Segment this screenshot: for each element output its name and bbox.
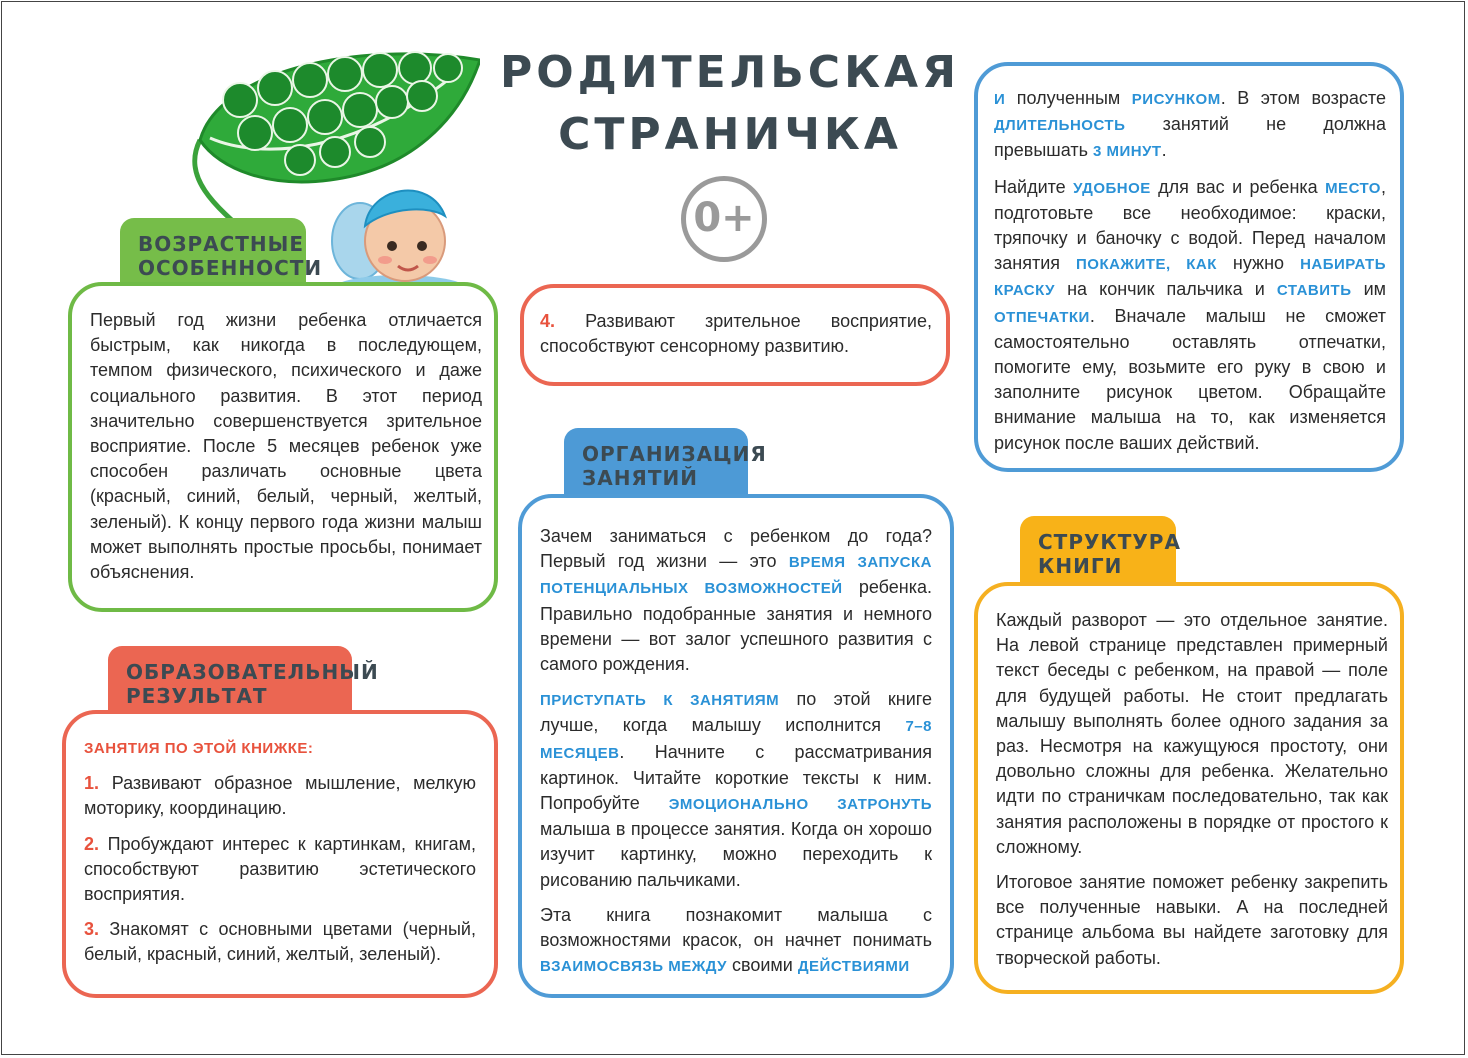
title-line-1: РОДИТЕЛЬСКАЯ: [499, 47, 960, 98]
text-run: ребенка. Правильно подобранные занятия и немного времени — вот залог успешного развития с самого рождения.: [540, 577, 932, 675]
structure-paragraph-1: Каждый разворот — это отдельное занятие. На левой странице представлен примерный текст беседы с ребенком, на правой — поле для будущей работы. Не стоит предлагать малышу выполнять более одного задания за раз. Несмотря на кажущуюся простоту, они довольно сложны для ребенка. Желательно идти по страничкам последовательно, так как занятия расположены в порядке от простого к сложному.: [996, 610, 1388, 857]
organization-text: [540, 524, 932, 989]
highlight: И: [994, 91, 1006, 108]
highlight: ВРЕМЯ ЗАПУСКА ПОТЕНЦИАЛЬНЫХ ВОЗМОЖНОСТЕЙ: [540, 554, 932, 598]
highlight: 7–8 МЕСЯЦЕВ: [540, 718, 932, 762]
result-item-text: Развивают образное мышление, мелкую моторику, координацию.: [84, 773, 476, 819]
tab-line-2: ЗАНЯТИЙ: [582, 466, 698, 490]
text-run: . В этом возрасте: [1220, 88, 1386, 108]
organization-paragraph-3: [540, 903, 932, 980]
highlight: МЕСТО: [1325, 179, 1381, 197]
tab-line-1: ВОЗРАСТНЫЕ: [138, 232, 305, 256]
result-item-text: Пробуждают интерес к картинкам, книгам, способствуют развитию эстетического восприятия.: [84, 833, 476, 905]
tab-book-structure: [1020, 516, 1181, 582]
text-run: полученным: [1005, 88, 1132, 108]
organization-paragraph-1: [540, 524, 932, 677]
text-run: по этой книге лучше, когда малышу исполнится: [540, 689, 932, 736]
highlight: ДЛИТЕЛЬНОСТЬ: [994, 117, 1126, 135]
highlight: ПРИСТУПАТЬ К ЗАНЯТИЯМ: [540, 692, 780, 710]
continuation-paragraph-2: [994, 175, 1386, 456]
result-item-4-text: [540, 309, 932, 359]
highlight: ПОКАЖИТЕ, КАК: [1076, 256, 1217, 274]
continuation-text: [994, 86, 1386, 466]
tab-line-1: СТРУКТУРА: [1038, 530, 1181, 554]
tab-line-1: ОРГАНИЗАЦИЯ: [582, 442, 767, 466]
text-run: Эта книга познакомит малыша с возможностями красок, он начнет понимать: [540, 904, 932, 951]
highlight: ЭМОЦИОНАЛЬНО ЗАТРОНУТЬ: [668, 796, 932, 814]
text-run: Зачем заниматься с ребенком до года? Первый год жизни — это: [540, 526, 932, 572]
age-rating-badge: 0+: [681, 176, 767, 262]
text-run: . Начните с рассматривания картинок. Читайте короткие тексты к ним. Попробуйте: [540, 741, 932, 814]
tab-organization: [564, 428, 767, 494]
text-run: им: [1351, 279, 1386, 300]
highlight: РИСУНКОМ: [1131, 91, 1221, 108]
continuation-paragraph-1: [994, 86, 1386, 165]
educational-result-text: [84, 736, 476, 978]
result-item-num: 1.: [84, 773, 100, 794]
text-run: малыша в процессе занятия. Когда он хорошо изучит картинку, можно переходить к рисованию пальчиками.: [540, 819, 932, 890]
text-run: занятий не должна превышать: [994, 114, 1386, 161]
text-run: для вас и ребенка: [1150, 176, 1326, 197]
highlight: СТАВИТЬ: [1276, 282, 1352, 300]
highlight: ВЗАИМОСВЯЗЬ МЕЖДУ: [540, 958, 727, 976]
structure-paragraph-2: Итоговое занятие поможет ребенку закрепить все полученные навыки. А на последней странице альбома вы найдете заготовку для творческой работы.: [996, 872, 1388, 968]
result-subheading: ЗАНЯТИЯ ПО ЭТОЙ КНИЖКЕ:: [84, 740, 314, 757]
result-item-num: 2.: [84, 833, 100, 854]
book-structure-text: [996, 608, 1388, 981]
result-item-text: Развивают зрительное восприятие, способствуют сенсорному развитию.: [540, 311, 932, 357]
organization-paragraph-2: [540, 687, 932, 893]
text-run: . Вначале малыш не сможет самостоятельно оставлять отпечатки, помогите ему, возьмите его руку в свою и заполните рисунок цветом. Обращайте внимание малыша на то, как изменяется рисунок после ваших действий.: [994, 305, 1386, 453]
text-run: , подготовьте все необходимое: краски, тряпочку и баночку с водой. Перед началом занятия: [994, 176, 1386, 274]
result-item-num: 3.: [84, 919, 100, 940]
highlight: ОТПЕЧАТКИ: [994, 308, 1090, 326]
highlight: ДЕЙСТВИЯМИ: [797, 958, 910, 976]
title-line-2: СТРАНИЧКА: [558, 109, 902, 160]
result-item: [84, 917, 476, 967]
tab-line-2: КНИГИ: [1038, 554, 1123, 578]
tab-line-2: ОСОБЕННОСТИ: [138, 256, 323, 280]
result-item-text: Знакомят с основными цветами (черный, белый, красный, синий, желтый, зеленый).: [84, 919, 476, 965]
age-features-text: Первый год жизни ребенка отличается быстрым, как никогда в последующем, темпом физического, психического и даже социального развития. В этот период значительно совершенствуется зрительное восприятие. После 5 месяцев ребенок уже способен различать основные цвета (красный, синий, белый, черный, желтый, зеленый). К концу первого года жизни малыш может выполнять простые просьбы, понимает объяснения.: [90, 310, 482, 583]
text-run: на кончик пальчика и: [1055, 279, 1277, 300]
text-run: .: [1161, 140, 1167, 161]
page-title: [480, 42, 980, 166]
highlight: 3 МИНУТ: [1092, 143, 1162, 161]
result-item: [84, 832, 476, 908]
result-item: [84, 771, 476, 821]
tab-line-1: ОБРАЗОВАТЕЛЬНЫЙ: [126, 660, 379, 684]
result-item-num: 4.: [540, 311, 556, 331]
text-run: своими: [726, 955, 798, 976]
text-run: нужно: [1216, 253, 1301, 274]
tab-age-features: [120, 218, 323, 282]
highlight: УДОБНОЕ: [1073, 179, 1151, 197]
tab-line-2: РЕЗУЛЬТАТ: [126, 684, 268, 708]
tab-educational-result: [108, 646, 379, 710]
highlight: НАБИРАТЬ КРАСКУ: [994, 256, 1387, 300]
text-run: Найдите: [994, 176, 1074, 197]
